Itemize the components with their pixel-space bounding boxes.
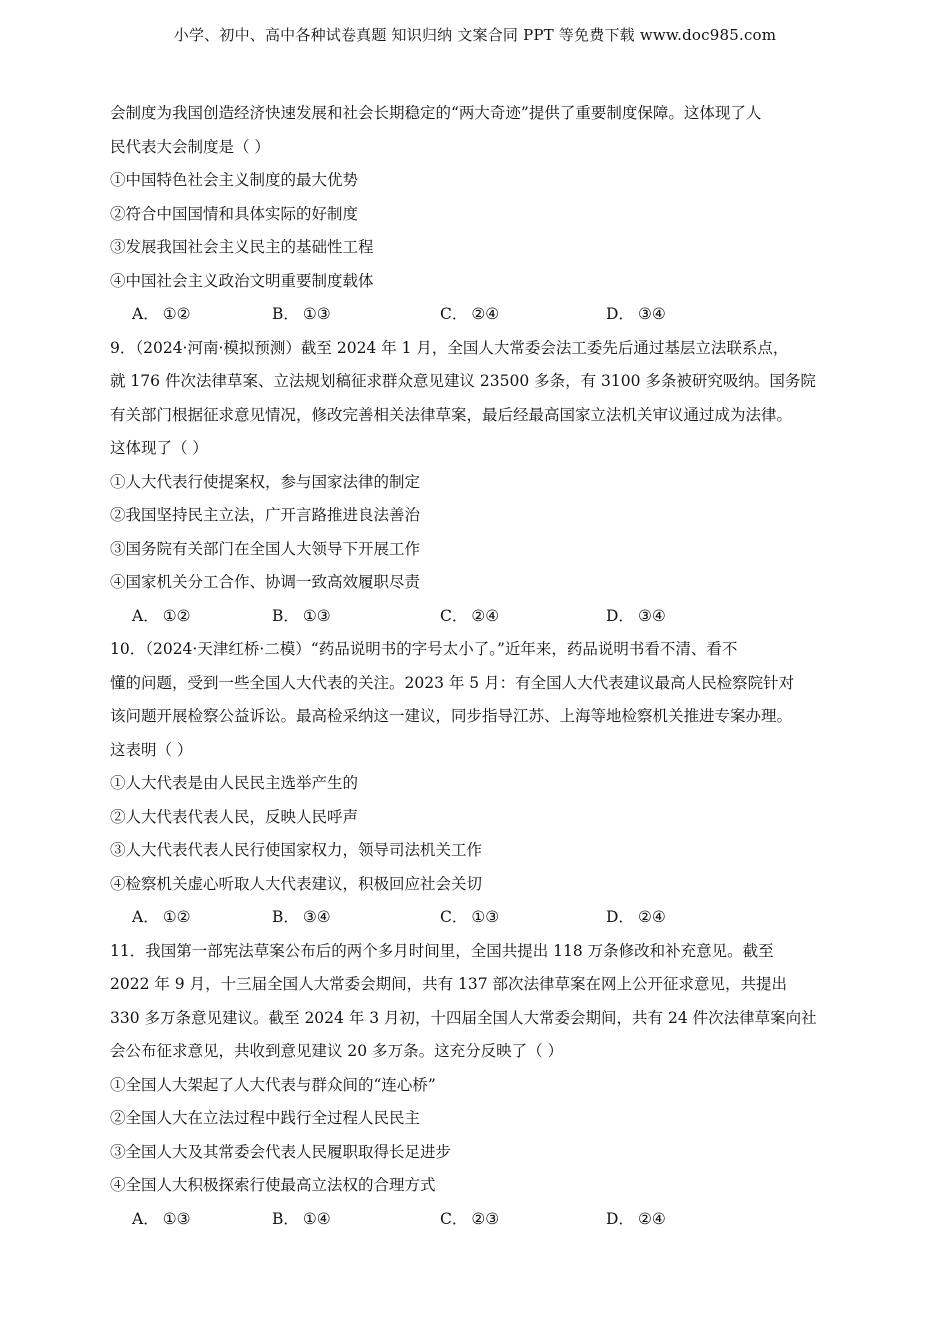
option-c: C． ①③: [440, 908, 500, 926]
question-stem-line: 这体现了（ ）: [110, 439, 208, 457]
option-d: D． ③④: [606, 305, 666, 323]
statement-item: ①全国人大架起了人大代表与群众间的“连心桥”: [110, 1075, 436, 1094]
option-b: B． ①③: [272, 305, 331, 323]
statement-item: ②符合中国国情和具体实际的好制度: [110, 204, 359, 223]
question-stem-line: 9．（2024·河南·模拟预测）截至 2024 年 1 月，全国人大常委会法工委先后通过基层立法联系点，: [110, 338, 789, 357]
option-a: A． ①②: [132, 305, 191, 323]
question-stem-line: 民代表大会制度是（ ）: [110, 137, 270, 156]
statement-item: ③全国人大及其常委会代表人民履职取得长足进步: [110, 1142, 452, 1161]
option-d: D． ③④: [606, 606, 666, 625]
answer-options: [110, 1203, 845, 1237]
answer-options: [110, 600, 845, 634]
question-11: [110, 935, 845, 1237]
statement-item: ④中国社会主义政治文明重要制度载体: [110, 271, 374, 290]
question-10: [110, 633, 845, 935]
question-stem-line: 11．我国第一部宪法草案公布后的两个多月时间里，全国共提出 118 万条修改和补充意见。截至: [110, 941, 774, 960]
option-c: C． ②④: [440, 305, 500, 323]
option-c: C． ②④: [440, 606, 500, 625]
question-stem-line: 会制度为我国创造经济快速发展和社会长期稳定的“两大奇迹”提供了重要制度保障。这体现了人: [110, 104, 762, 122]
question-stem-line: 2022 年 9 月，十三届全国人大常委会期间，共有 137 部次法律草案在网上公开征求意见，共提出: [110, 975, 788, 993]
question-stem-line: 这表明（ ）: [110, 740, 193, 759]
option-b: B． ③④: [272, 908, 331, 926]
option-c: C． ②③: [440, 1209, 500, 1228]
answer-options: [110, 901, 845, 935]
option-d: D． ②④: [606, 908, 666, 926]
statement-item: ①人大代表行使提案权，参与国家法律的制定: [110, 472, 421, 491]
statement-item: ①中国特色社会主义制度的最大优势: [110, 171, 359, 189]
statement-item: ④检察机关虚心听取人大代表建议，积极回应社会关切: [110, 874, 483, 893]
answer-options: [110, 298, 845, 332]
option-d: D． ②④: [606, 1209, 666, 1228]
question-stem-line: 该问题开展检察公益诉讼。最高检采纳这一建议，同步指导江苏、上海等地检察机关推进专案办理。: [110, 707, 793, 725]
option-b: B． ①④: [272, 1209, 331, 1228]
question-stem-line: 懂的问题，受到一些全国人大代表的关注。2023 年 5 月：有全国人大代表建议最高人民检察院针对: [110, 673, 795, 692]
question-stem-line: 会公布征求意见，共收到意见建议 20 多万条。这充分反映了（ ）: [110, 1042, 564, 1060]
statement-item: ④全国人大积极探索行使最高立法权的合理方式: [110, 1176, 436, 1194]
option-b: B． ①③: [272, 606, 331, 625]
option-a: A． ①②: [132, 908, 191, 926]
question-stem-line: 330 多万条意见建议。截至 2024 年 3 月初，十四届全国人大常委会期间，共有 24 件次法律草案向社: [110, 1008, 817, 1027]
statement-item: ②我国坚持民主立法，广开言路推进良法善治: [110, 506, 421, 524]
statement-item: ③发展我国社会主义民主的基础性工程: [110, 238, 374, 256]
option-a: A． ①③: [132, 1209, 191, 1228]
statement-item: ④国家机关分工合作、协调一致高效履职尽责: [110, 573, 421, 591]
question-content: [110, 97, 845, 1236]
statement-item: ②人大代表代表人民，反映人民呼声: [110, 807, 359, 826]
statement-item: ①人大代表是由人民民主选举产生的: [110, 774, 359, 792]
question-stem-line: 有关部门根据征求意见情况，修改完善相关法律草案，最后经最高国家立法机关审议通过成为法律。: [110, 405, 793, 424]
question-9: [110, 332, 845, 634]
statement-item: ②全国人大在立法过程中践行全过程人民民主: [110, 1109, 421, 1127]
option-a: A． ①②: [132, 606, 191, 625]
page-header-banner: 小学、初中、高中各种试卷真题 知识归纳 文案合同 PPT 等免费下载 www.doc985.com: [173, 26, 777, 44]
question-stem-line: 就 176 件次法律草案、立法规划稿征求群众意见建议 23500 多条，有 3100 多条被研究吸纳。国务院: [110, 372, 816, 390]
statement-item: ③国务院有关部门在全国人大领导下开展工作: [110, 539, 421, 558]
statement-item: ③人大代表代表人民行使国家权力，领导司法机关工作: [110, 841, 483, 859]
question-stem-line: 10．（2024·天津红桥·二模）“药品说明书的字号太小了。”近年来，药品说明书看不清、看不: [110, 640, 738, 658]
question-8: [110, 97, 845, 332]
